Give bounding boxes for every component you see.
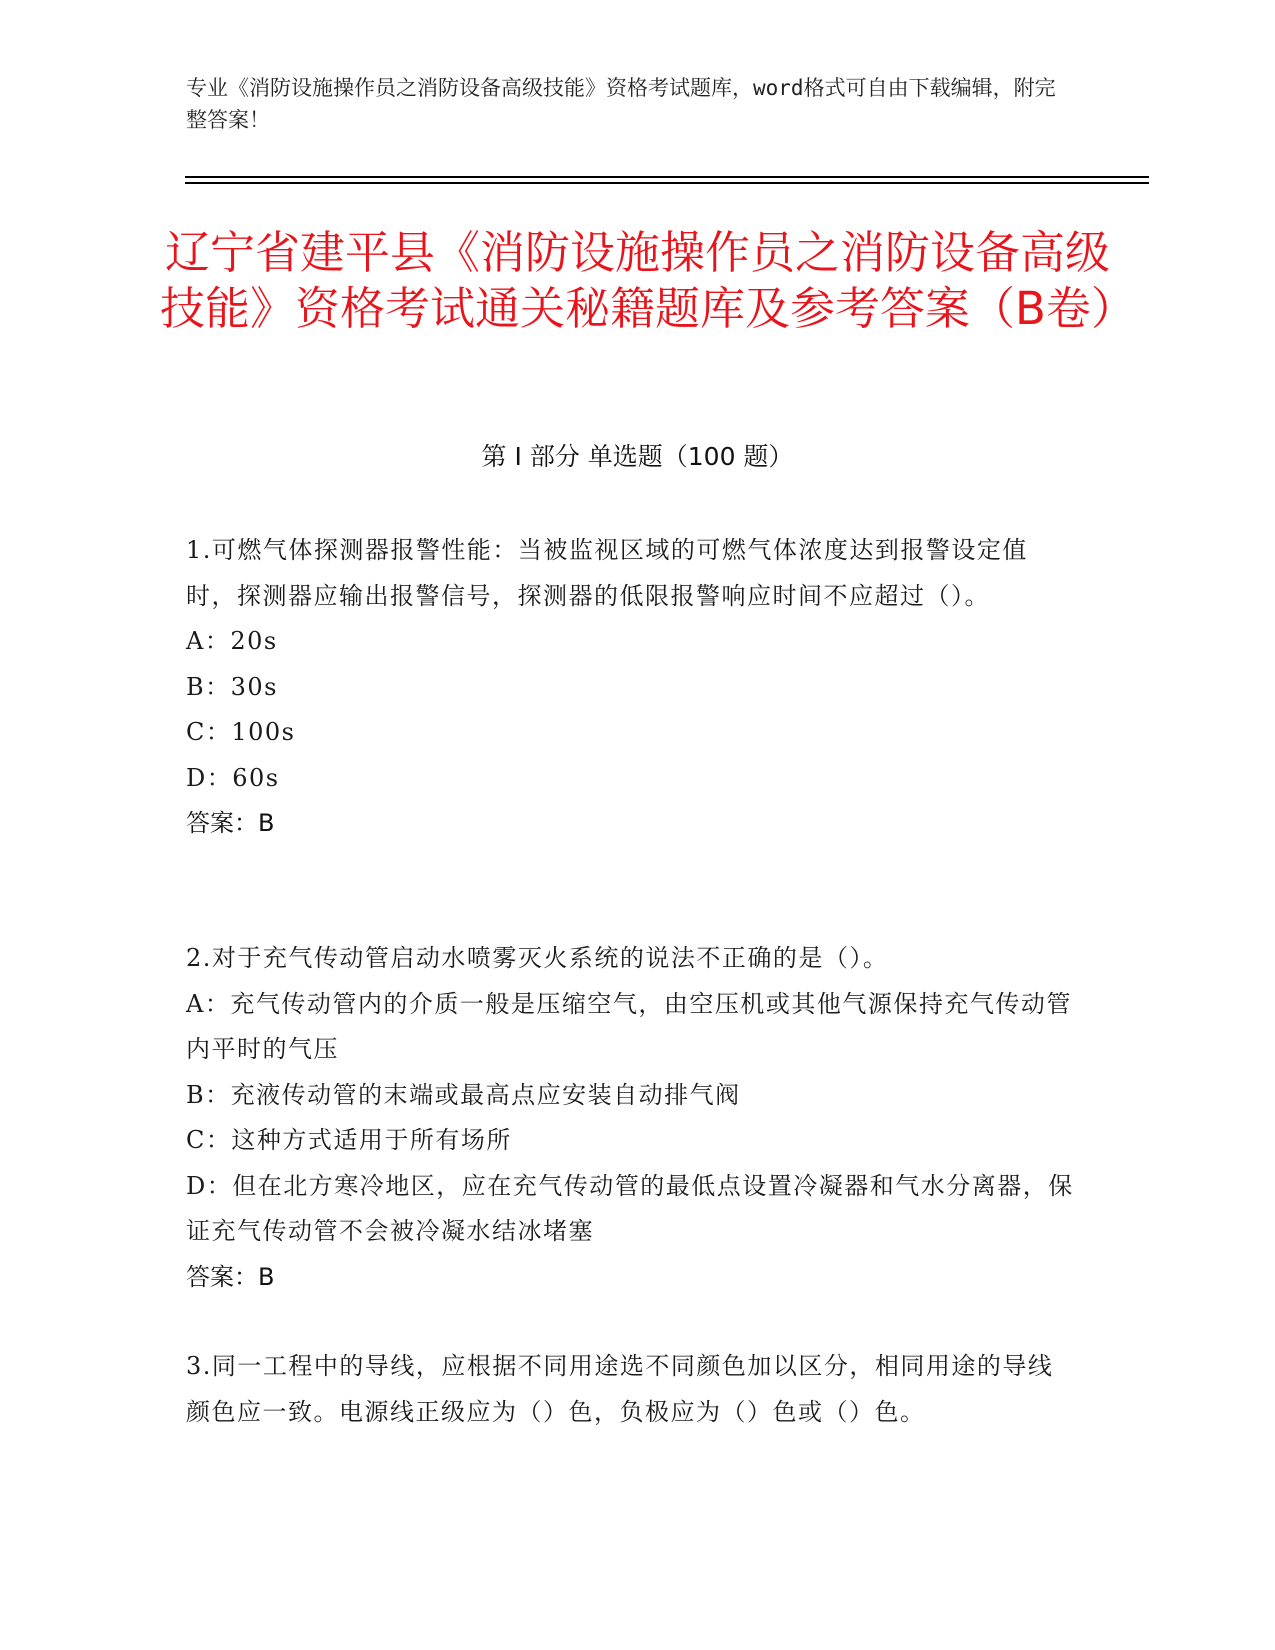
question-text: 2.对于充气传动管启动水喷雾灭火系统的说法不正确的是（）。 <box>186 944 889 972</box>
option-b: B：30s <box>186 672 278 701</box>
option-c: C：这种方式适用于所有场所 <box>186 1126 512 1154</box>
header-divider-bottom <box>185 182 1149 184</box>
option-c: C：100s <box>186 718 296 746</box>
question-3 <box>186 1344 1076 1435</box>
section-heading: 第 I 部分 单选题（100 题） <box>481 442 794 471</box>
header-divider-top <box>185 176 1149 178</box>
question-text: 3.同一工程中的导线，应根据不同用途选不同颜色加以区分，相同用途的导线颜色应一致。电源线正级应为（）色，负极应为（）色或（）色。 <box>186 1352 1054 1426</box>
answer: 答案：B <box>186 809 275 837</box>
question-text: 1.可燃气体探测器报警性能：当被监视区域的可燃气体浓度达到报警设定值时，探测器应输出报警信号，探测器的低限报警响应时间不应超过（）。 <box>186 536 1028 610</box>
option-a: A：充气传动管内的介质一般是压缩空气，由空压机或其他气源保持充气传动管内平时的气压 <box>186 989 1072 1063</box>
option-d: D：60s <box>186 763 280 792</box>
question-1 <box>186 528 1076 847</box>
option-b: B：充液传动管的末端或最高点应安装自动排气阀 <box>186 1080 741 1109</box>
header-note: 专业《消防设施操作员之消防设备高级技能》资格考试题库，word格式可自由下载编辑，附完整答案！ <box>186 76 1056 132</box>
answer: 答案：B <box>186 1262 275 1291</box>
option-d: D：但在北方寒冷地区，应在充气传动管的最低点设置冷凝器和气水分离器，保证充气传动管不会被冷凝水结冰堵塞 <box>186 1171 1074 1245</box>
option-a: A：20s <box>186 627 278 655</box>
document-title: 辽宁省建平县《消防设施操作员之消防设备高级技能》资格考试通关秘籍题库及参考答案（B卷） <box>160 226 1136 335</box>
question-2 <box>186 936 1076 1300</box>
